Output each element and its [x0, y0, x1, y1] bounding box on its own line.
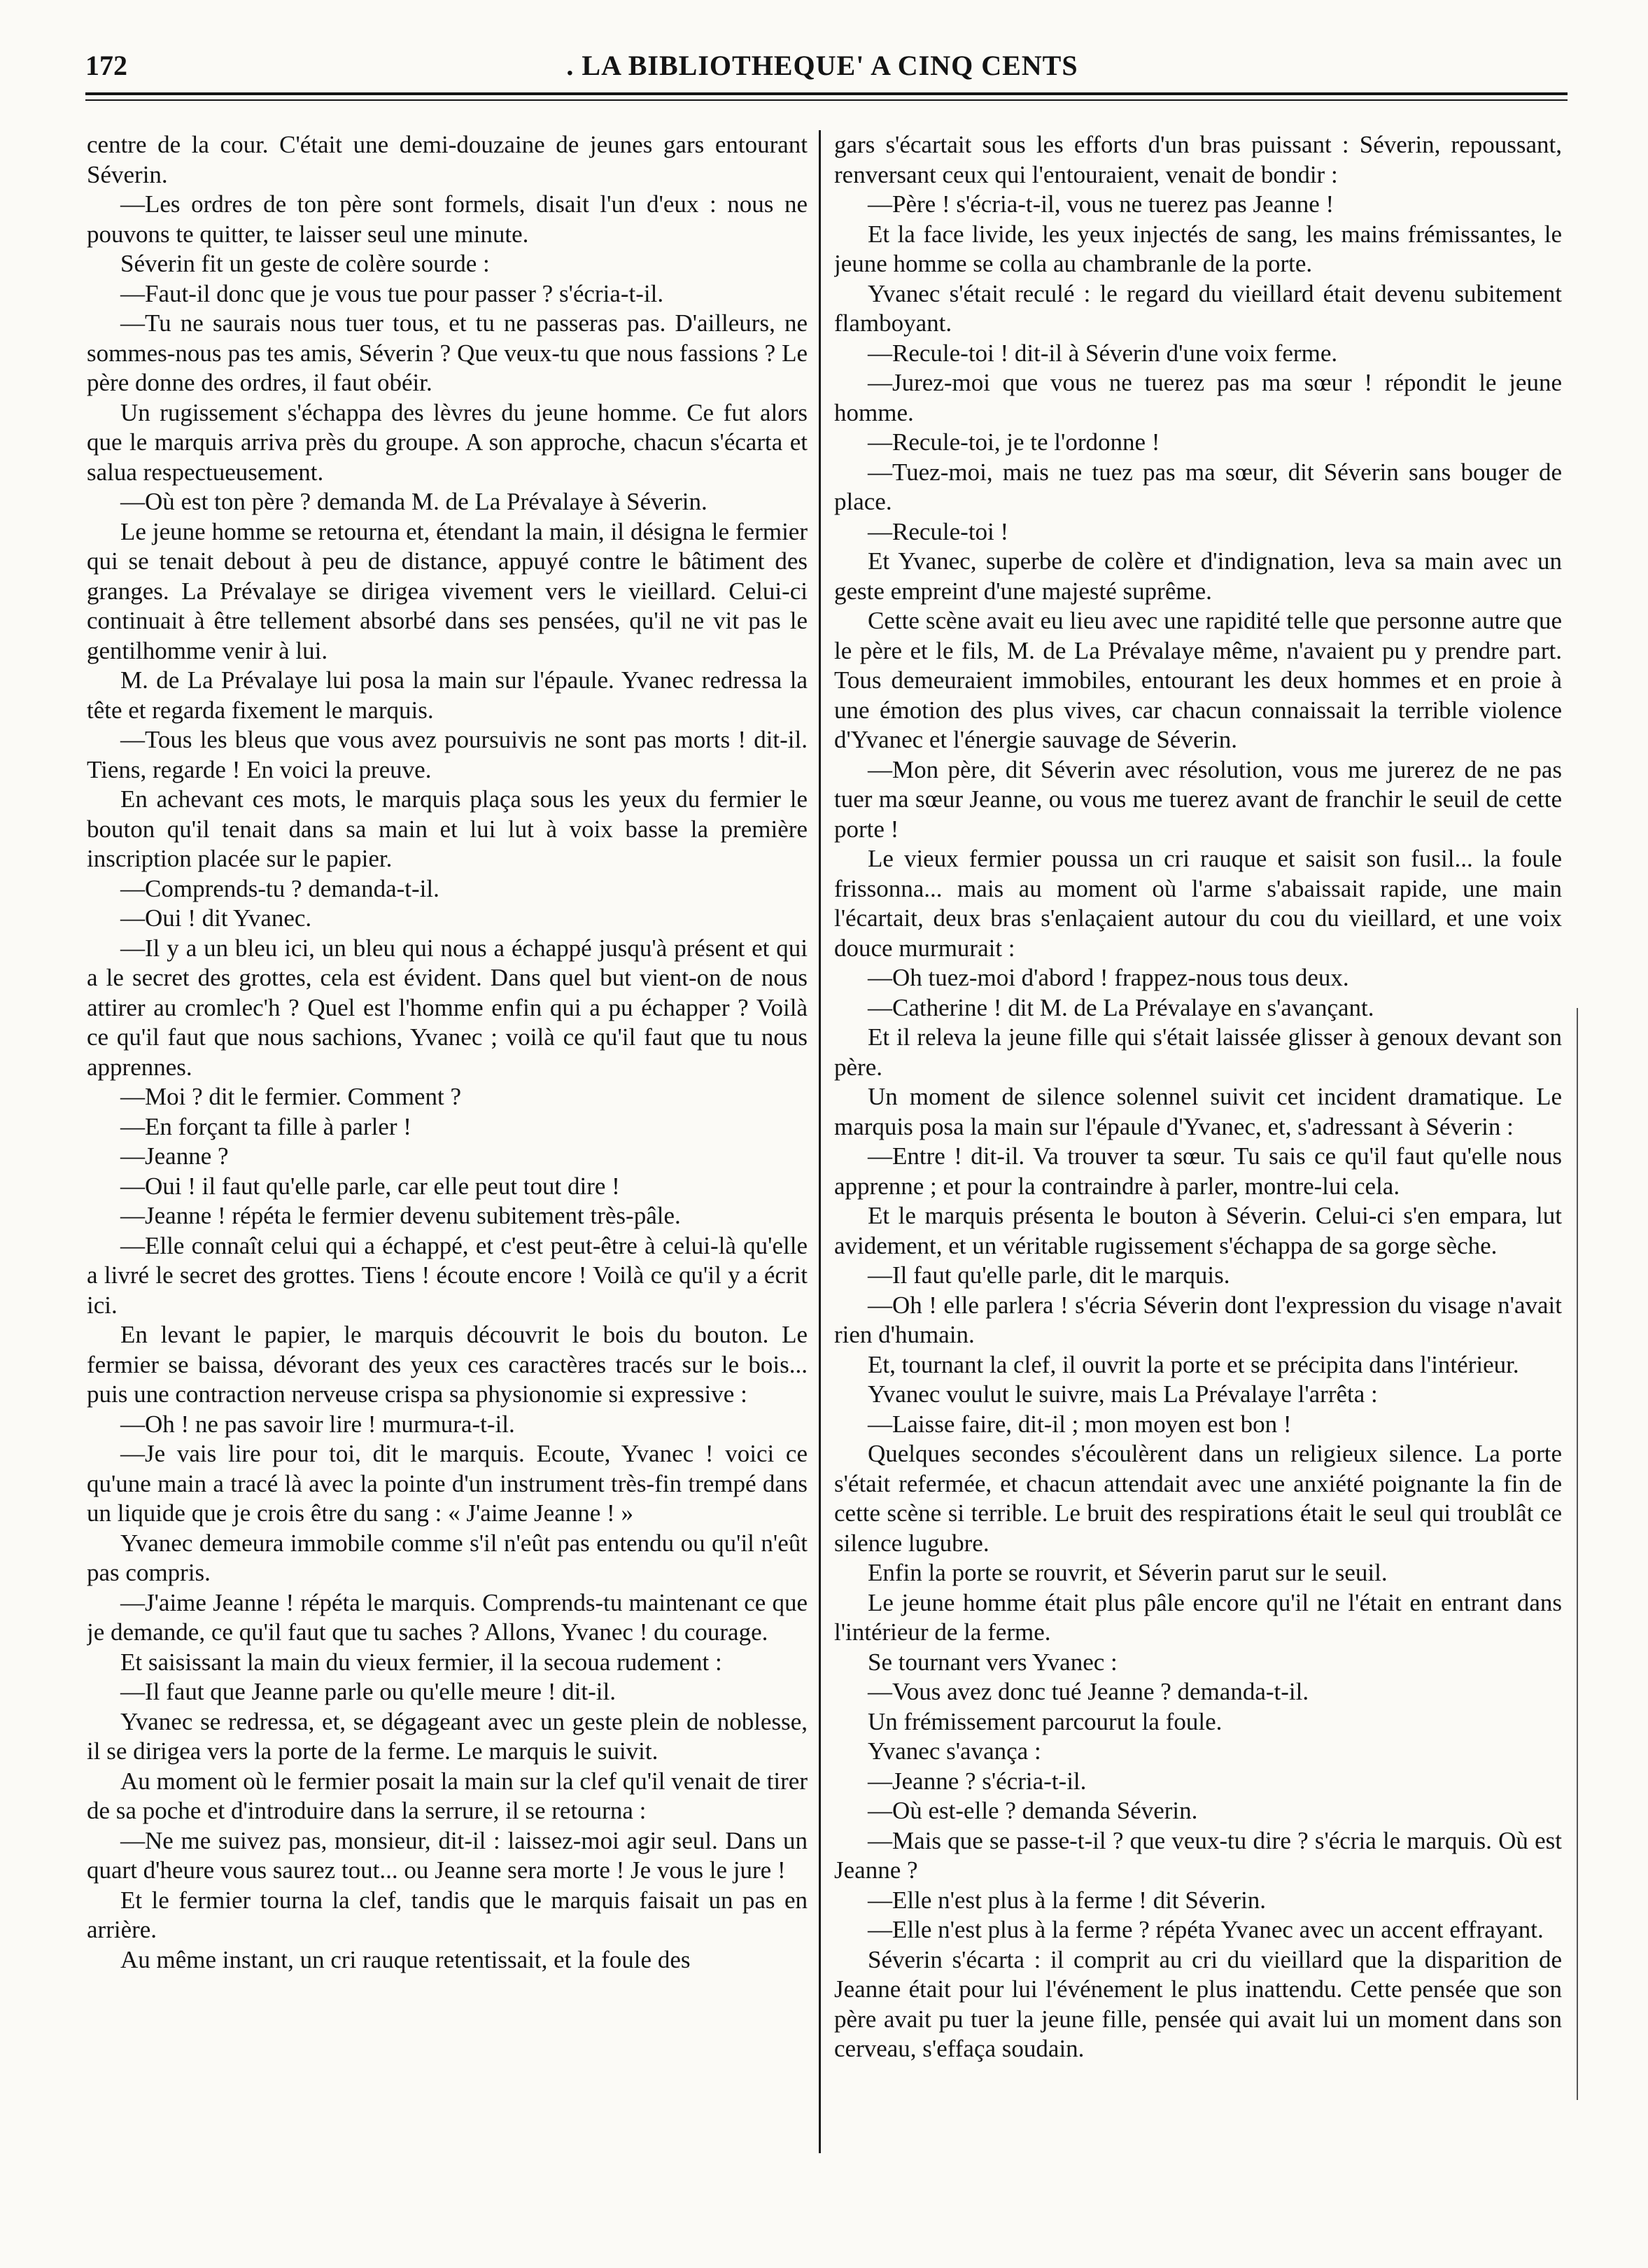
paragraph: —Oh ! elle parlera ! s'écria Séverin dont l'expression du visage n'avait rien d'humain.: [834, 1291, 1562, 1348]
paragraph: Un frémissement parcourut la foule.: [868, 1707, 1223, 1735]
paragraph: —Mais que se passe-t-il ? que veux-tu dire ? s'écria le marquis. Où est Jeanne ?: [834, 1826, 1562, 1884]
paragraph: —Oui ! dit Yvanec.: [120, 904, 312, 932]
paragraph: —Jeanne ! répéta le fermier devenu subitement très-pâle.: [120, 1202, 681, 1229]
paragraph: Et la face livide, les yeux injectés de sang, les mains frémissantes, le jeune homme se colla au chambranle de la porte.: [834, 220, 1562, 277]
paragraph: —Tuez-moi, mais ne tuez pas ma sœur, dit Séverin sans bouger de place.: [834, 458, 1562, 515]
paragraph: —Recule-toi ! dit-il à Séverin d'une voix ferme.: [868, 339, 1338, 367]
paragraph: —Elle n'est plus à la ferme ? répéta Yvanec avec un accent effrayant.: [868, 1916, 1544, 1943]
paragraph: Le jeune homme se retourna et, étendant la main, il désigna le fermier qui se tenait debout à peu de distance, appuyé contre le bâtiment des granges. La Prévalaye se dirigea vivement vers le vieillard. Celui-ci continuait à être tellement absorbé dans ses pensées, qu'il ne vit pas le gentilhomme venir à lui.: [87, 517, 808, 664]
right-column: [834, 130, 1562, 2160]
paragraph: —Recule-toi, je te l'ordonne !: [868, 428, 1160, 456]
paragraph: —Vous avez donc tué Jeanne ? demanda-t-il.: [868, 1678, 1309, 1705]
paragraph: —Entre ! dit-il. Va trouver ta sœur. Tu sais ce qu'il faut qu'elle nous apprenne ; et pour la contraindre à parler, montre-lui cela.: [834, 1142, 1562, 1200]
paragraph: Et le marquis présenta le bouton à Séverin. Celui-ci s'en empara, lut avidement, et un véritable rugissement s'échappa de sa gorge sèche.: [834, 1202, 1562, 1259]
paragraph: —Où est-elle ? demanda Séverin.: [868, 1797, 1198, 1824]
paragraph: —Oui ! il faut qu'elle parle, car elle peut tout dire !: [120, 1172, 620, 1200]
paragraph: —Jurez-moi que vous ne tuerez pas ma sœur ! répondit le jeune homme.: [834, 369, 1562, 426]
paragraph: En levant le papier, le marquis découvrit le bois du bouton. Le fermier se baissa, dévorant des yeux ces caractères tracés sur le bois... puis une contraction nerveuse crispa sa physionomie si expressive :: [87, 1321, 808, 1408]
paragraph: Yvanec se redressa, et, se dégageant avec un geste plein de noblesse, il se dirigea vers la porte de la ferme. Le marquis le suivit.: [87, 1707, 808, 1765]
paragraph: —Il faut qu'elle parle, dit le marquis.: [868, 1261, 1230, 1289]
paragraph: —Ne me suivez pas, monsieur, dit-il : laissez-moi agir seul. Dans un quart d'heure vous saurez tout... ou Jeanne sera morte ! Je vous le jure !: [87, 1826, 808, 1884]
paragraph: —Je vais lire pour toi, dit le marquis. Ecoute, Yvanec ! voici ce qu'une main a tracé là avec la pointe d'un instrument très-fin trempé dans un liquide que je crois être du sang : « J'aime Jeanne ! »: [87, 1440, 808, 1527]
paragraph: Yvanec s'était reculé : le regard du vieillard était devenu subitement flamboyant.: [834, 279, 1562, 337]
paragraph: —Elle n'est plus à la ferme ! dit Séverin.: [868, 1886, 1267, 1914]
running-title: . LA BIBLIOTHEQUE' A CINQ CENTS: [566, 50, 1078, 81]
header-rule-thin: [85, 99, 1568, 101]
paragraph: —Mon père, dit Séverin avec résolution, vous me jurerez de ne pas tuer ma sœur Jeanne, ou vous me tuerez avant de franchir le seuil de cette porte !: [834, 755, 1562, 843]
header-rule-thick: [85, 92, 1568, 95]
paragraph: —Elle connaît celui qui a échappé, et c'est peut-être à celui-là qu'elle a livré le secret des grottes. Tiens ! écoute encore ! Voilà ce qu'il y a écrit ici.: [87, 1231, 808, 1319]
paragraph: Cette scène avait eu lieu avec une rapidité telle que personne autre que le père et le fils, M. de La Prévalaye même, n'avaient pu y prendre part. Tous demeuraient immobiles, entourant les deux hommes et en proie à une émotion des plus vives, car chacun connaissait la terrible violence d'Yvanec et l'énergie sauvage de Séverin.: [834, 607, 1562, 753]
paragraph: Yvanec demeura immobile comme s'il n'eût pas entendu ou qu'il n'eût pas compris.: [87, 1529, 808, 1586]
paragraph: —Il faut que Jeanne parle ou qu'elle meure ! dit-il.: [120, 1678, 616, 1705]
paragraph: Et il releva la jeune fille qui s'était laissée glisser à genoux devant son père.: [834, 1023, 1562, 1081]
paragraph: Séverin fit un geste de colère sourde :: [120, 250, 490, 277]
paragraph: Et le fermier tourna la clef, tandis que le marquis faisait un pas en arrière.: [87, 1886, 808, 1943]
column-divider: [819, 130, 821, 2153]
paragraph: —Comprends-tu ? demanda-t-il.: [120, 874, 439, 902]
paragraph: Yvanec s'avança :: [868, 1737, 1041, 1765]
paragraph: —Catherine ! dit M. de La Prévalaye en s'avançant.: [868, 993, 1374, 1021]
paragraph: Enfin la porte se rouvrit, et Séverin parut sur le seuil.: [868, 1559, 1388, 1586]
paragraph: —Où est ton père ? demanda M. de La Prévalaye à Séverin.: [120, 488, 707, 515]
paragraph: —Laisse faire, dit-il ; mon moyen est bon !: [868, 1410, 1292, 1438]
paragraph: —J'aime Jeanne ! répéta le marquis. Comprends-tu maintenant ce que je demande, ce qu'il faut que tu saches ? Allons, Yvanec ! du courage.: [87, 1588, 808, 1646]
page-header: [0, 0, 1648, 98]
page-number: 172: [85, 50, 127, 81]
paragraph: Et, tournant la clef, il ouvrit la porte et se précipita dans l'intérieur.: [868, 1350, 1519, 1378]
paragraph: Au moment où le fermier posait la main sur la clef qu'il venait de tirer de sa poche et d'introduire dans la serrure, il se retourna :: [87, 1767, 808, 1824]
paragraph: Quelques secondes s'écoulèrent dans un religieux silence. La porte s'était refermée, et chacun attendait avec une anxiété poignante la fin de cette scène si terrible. Le bruit des respirations était le seul qui troublât ce silence lugubre.: [834, 1440, 1562, 1557]
paragraph: Et Yvanec, superbe de colère et d'indignation, leva sa main avec un geste empreint d'une majesté suprême.: [834, 547, 1562, 605]
paragraph: —En forçant ta fille à parler !: [120, 1112, 411, 1140]
paragraph: centre de la cour. C'était une demi-douzaine de jeunes gars entourant Séverin.: [87, 131, 808, 188]
paragraph: Séverin s'écarta : il comprit au cri du vieillard que la disparition de Jeanne était pour lui l'événement le plus inattendu. Cette pensée que son père avait pu tuer la jeune fille, pensée qui avait lui un moment dans son cerveau, s'effaça soudain.: [834, 1945, 1562, 2062]
paragraph: Yvanec voulut le suivre, mais La Prévalaye l'arrêta :: [868, 1380, 1378, 1408]
left-column: [87, 130, 808, 2160]
paragraph: Se tournant vers Yvanec :: [868, 1648, 1118, 1676]
paragraph: Le vieux fermier poussa un cri rauque et saisit son fusil... la foule frissonna... mais au moment où l'arme s'abaissait rapide, une main l'écartait, deux bras s'enlaçaient autour du cou du vieillard, et une voix douce murmurait :: [834, 845, 1562, 962]
paragraph: —Il y a un bleu ici, un bleu qui nous a échappé jusqu'à présent et qui a le secret des grottes, cela est évident. Dans quel but vient-on de nous attirer au cromlec'h ? Quel est l'homme enfin qui a pu échapper ? Voilà ce qu'il faut que nous sachions, Yvanec ; voilà ce qu'il faut que tu nous apprennes.: [87, 934, 808, 1081]
paragraph: M. de La Prévalaye lui posa la main sur l'épaule. Yvanec redressa la tête et regarda fixement le marquis.: [87, 666, 808, 724]
paragraph: —Tous les bleus que vous avez poursuivis ne sont pas morts ! dit-il. Tiens, regarde ! En voici la preuve.: [87, 726, 808, 783]
paragraph: —Oh ! ne pas savoir lire ! murmura-t-il.: [120, 1410, 515, 1438]
paragraph: —Faut-il donc que je vous tue pour passer ? s'écria-t-il.: [120, 279, 664, 307]
margin-mark: [1577, 1008, 1578, 2100]
paragraph: En achevant ces mots, le marquis plaça sous les yeux du fermier le bouton qu'il tenait dans sa main et lui lut à voix basse la première inscription placée sur le papier.: [87, 785, 808, 872]
paragraph: —Oh tuez-moi d'abord ! frappez-nous tous deux.: [868, 964, 1349, 991]
paragraph: —Moi ? dit le fermier. Comment ?: [120, 1083, 461, 1110]
paragraph: Au même instant, un cri rauque retentissait, et la foule des: [120, 1945, 691, 1973]
paragraph: —Recule-toi !: [868, 517, 1009, 545]
paragraph: —Tu ne saurais nous tuer tous, et tu ne passeras pas. D'ailleurs, ne sommes-nous pas tes amis, Séverin ? Que veux-tu que nous fassions ? Le père donne des ordres, il faut obéir.: [87, 309, 808, 396]
paragraph: —Jeanne ?: [120, 1142, 229, 1170]
paragraph: Un rugissement s'échappa des lèvres du jeune homme. Ce fut alors que le marquis arriva près du groupe. A son approche, chacun s'écarta et salua respectueusement.: [87, 398, 808, 486]
paragraph: gars s'écartait sous les efforts d'un bras puissant : Séverin, repoussant, renversant ceux qui l'entouraient, venait de bondir :: [834, 131, 1562, 188]
paragraph: —Jeanne ? s'écria-t-il.: [868, 1767, 1087, 1795]
paragraph: Un moment de silence solennel suivit cet incident dramatique. Le marquis posa la main sur l'épaule d'Yvanec, et, s'adressant à Séverin :: [834, 1083, 1562, 1140]
paragraph: Le jeune homme était plus pâle encore qu'il ne l'était en entrant dans l'intérieur de la ferme.: [834, 1588, 1562, 1646]
paragraph: —Père ! s'écria-t-il, vous ne tuerez pas Jeanne !: [868, 190, 1334, 218]
paragraph: Et saisissant la main du vieux fermier, il la secoua rudement :: [120, 1648, 722, 1676]
paragraph: —Les ordres de ton père sont formels, disait l'un d'eux : nous ne pouvons te quitter, te laisser seul une minute.: [87, 190, 808, 248]
